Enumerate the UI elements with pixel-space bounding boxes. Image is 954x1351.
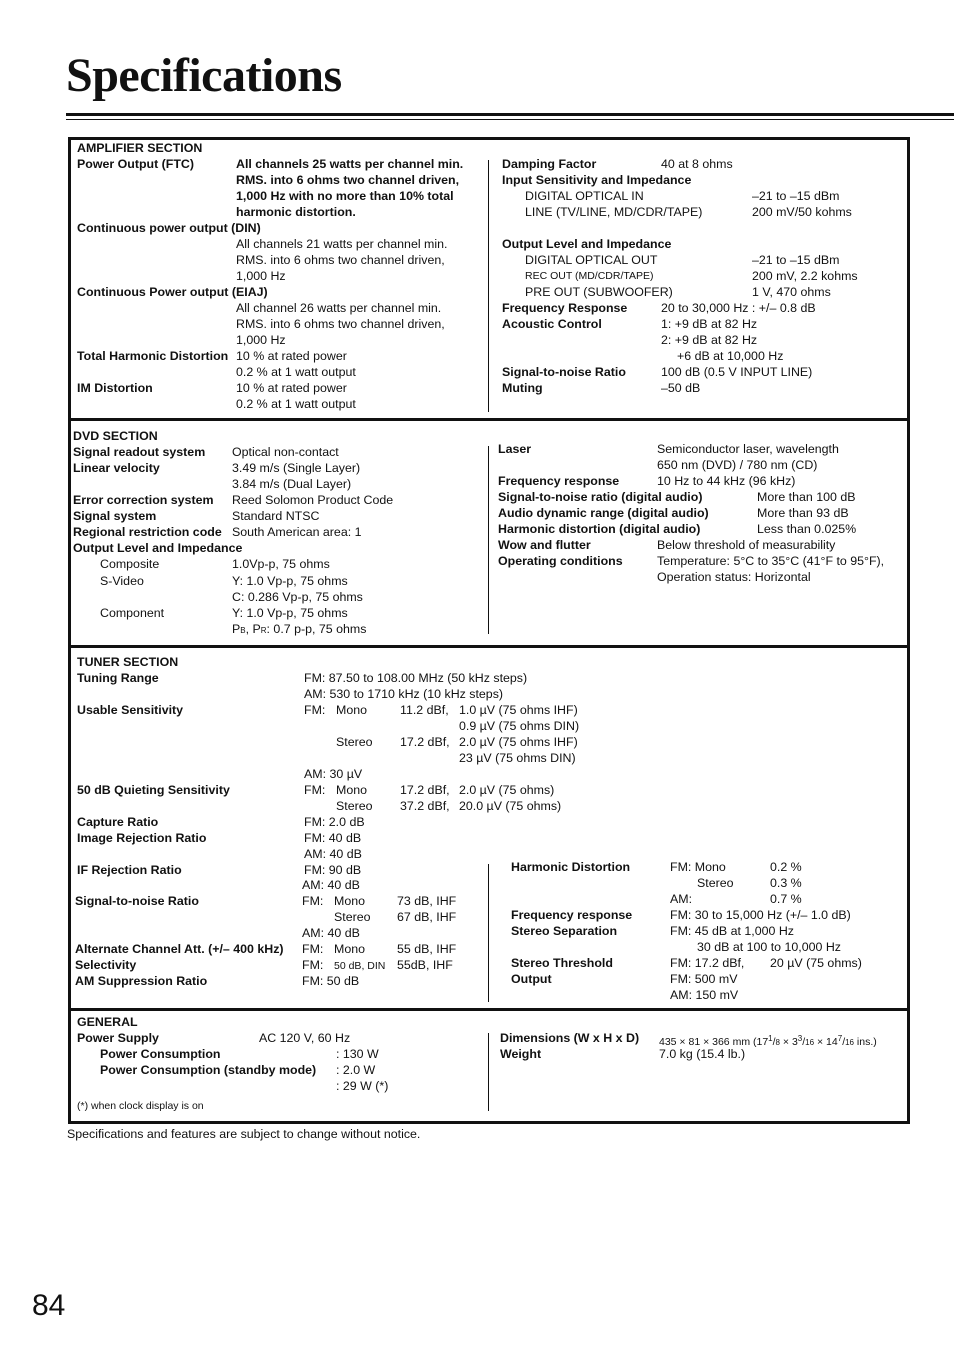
title-rule-thick xyxy=(66,113,954,116)
section-divider-3 xyxy=(68,1008,907,1011)
spec-value: FM: 87.50 to 108.00 MHz (50 kHz steps) xyxy=(304,671,528,685)
section-heading: DVD SECTION xyxy=(73,429,158,443)
spec-value: harmonic distortion. xyxy=(236,205,356,219)
section-divider-2 xyxy=(68,645,907,648)
spec-value: RMS. into 6 ohms two channel driven, xyxy=(236,317,445,331)
spec-label: Capture Ratio xyxy=(77,815,159,829)
spec-label: Regional restriction code xyxy=(73,525,222,539)
mode-label: Mono xyxy=(336,783,367,797)
spec-label: Frequency response xyxy=(498,474,620,488)
spec-value: 17.2 dBf, xyxy=(400,783,450,797)
spec-value: All channel 26 watts per channel min. xyxy=(236,301,442,315)
spec-sublabel: Component xyxy=(100,606,165,620)
spec-value: Y: 1.0 Vp-p, 75 ohms xyxy=(232,574,348,588)
spec-label: Total Harmonic Distortion xyxy=(77,349,229,363)
spec-value: 1.0 µV (75 ohms IHF) xyxy=(459,703,578,717)
spec-value: 0.2 % xyxy=(770,860,802,874)
spec-label: Output xyxy=(511,972,552,986)
footnote-note: (*) when clock display is on xyxy=(77,1100,204,1112)
spec-label: Stereo Threshold xyxy=(511,956,613,970)
spec-value: 3.49 m/s (Single Layer) xyxy=(232,461,361,475)
spec-value: 1.0Vp-p, 75 ohms xyxy=(232,557,330,571)
spec-value: 10 Hz to 44 kHz (96 kHz) xyxy=(657,474,796,488)
spec-label: Wow and flutter xyxy=(498,538,591,552)
spec-value: Less than 0.025% xyxy=(757,522,857,536)
mode-label: Stereo xyxy=(697,876,734,890)
section-heading: GENERAL xyxy=(77,1015,138,1029)
title-rule-thin xyxy=(66,119,954,120)
spec-label: Frequency response xyxy=(511,908,633,922)
mode-label: Stereo xyxy=(336,735,373,749)
band-label: FM: xyxy=(304,783,326,797)
spec-value: 3.84 m/s (Dual Layer) xyxy=(232,477,352,491)
spec-label: Dimensions (W x H x D) xyxy=(500,1031,640,1045)
spec-sublabel: S-Video xyxy=(100,574,144,588)
spec-label: Alternate Channel Att. (+/– 400 kHz) xyxy=(75,942,284,956)
column-divider xyxy=(488,160,489,412)
spec-value: Below threshold of measurability xyxy=(657,538,836,552)
spec-value: AC 120 V, 60 Hz xyxy=(259,1031,351,1045)
spec-value: AM: 40 dB xyxy=(304,847,362,861)
spec-value: AM: 30 µV xyxy=(304,767,363,781)
spec-value: 17.2 dBf, xyxy=(400,735,450,749)
section-divider-1 xyxy=(68,418,907,421)
spec-value: 1,000 Hz xyxy=(236,333,286,347)
spec-value: –50 dB xyxy=(661,381,701,395)
spec-value: Temperature: 5°C to 35°C (41°F to 95°F), xyxy=(657,554,885,568)
spec-label: Linear velocity xyxy=(73,461,160,475)
spec-label: IF Rejection Ratio xyxy=(77,863,182,877)
spec-label: Signal-to-noise Ratio xyxy=(502,365,626,379)
spec-label: Signal-to-noise Ratio xyxy=(75,894,199,908)
mode-label: Mono xyxy=(336,703,367,717)
spec-value: –21 to –15 dBm xyxy=(752,253,840,267)
spec-value: 0.2 % at 1 watt output xyxy=(236,365,356,379)
section-heading: AMPLIFIER SECTION xyxy=(77,141,203,155)
spec-value: Operation status: Horizontal xyxy=(657,570,811,584)
spec-value: 55 dB, IHF xyxy=(397,942,457,956)
column-divider xyxy=(488,446,489,634)
spec-value: FM: 40 dB xyxy=(304,831,362,845)
spec-value: 0.7 % xyxy=(770,892,802,906)
spec-sublabel: Composite xyxy=(100,557,160,571)
spec-label: Power Supply xyxy=(77,1031,159,1045)
spec-value: 435 × 81 × 366 mm ($17^1/8 \times 3^3/16 \times 14^7/16$ ins.) xyxy=(659,1034,877,1048)
spec-label: Harmonic Distortion xyxy=(511,860,631,874)
spec-value: 200 mV, 2.2 kohms xyxy=(752,269,858,283)
spec-value: 1,000 Hz with no more than 10% total xyxy=(236,189,454,203)
spec-value: 650 nm (DVD) / 780 nm (CD) xyxy=(657,458,818,472)
spec-sublabel: REC OUT (MD/CDR/TAPE) xyxy=(525,270,654,282)
spec-value: 20.0 µV (75 ohms) xyxy=(459,799,562,813)
mode-label: Stereo xyxy=(336,799,373,813)
spec-value: RMS. into 6 ohms two channel driven, xyxy=(236,173,460,187)
spec-label: Selectivity xyxy=(75,958,137,972)
column-divider xyxy=(488,1033,489,1111)
mode-label: Stereo xyxy=(334,910,371,924)
spec-label: Damping Factor xyxy=(502,157,597,171)
page-title: Specifications xyxy=(66,49,342,102)
spec-label: Weight xyxy=(500,1047,542,1061)
spec-value: 20 to 30,000 Hz : +/– 0.8 dB xyxy=(661,301,816,315)
spec-value: 73 dB, IHF xyxy=(397,894,457,908)
spec-value: All channels 21 watts per channel min. xyxy=(236,237,448,251)
spec-label: 50 dB Quieting Sensitivity xyxy=(77,783,230,797)
spec-value: FM: 90 dB xyxy=(304,863,362,877)
band-label: FM: xyxy=(302,894,324,908)
spec-sublabel: PRE OUT (SUBWOOFER) xyxy=(525,285,673,299)
spec-value: –21 to –15 dBm xyxy=(752,189,840,203)
spec-label: Tuning Range xyxy=(77,671,159,685)
spec-value: AM: 40 dB xyxy=(302,878,360,892)
spec-value: Semiconductor laser, wavelength xyxy=(657,442,839,456)
spec-value: FM: 45 dB at 1,000 Hz xyxy=(670,924,794,938)
spec-label: Image Rejection Ratio xyxy=(77,831,207,845)
spec-value: 10 % at rated power xyxy=(236,381,347,395)
spec-value: +6 dB at 10,000 Hz xyxy=(677,349,784,363)
spec-sublabel: DIGITAL OPTICAL OUT xyxy=(525,253,658,267)
spec-value: 2.0 µV (75 ohms IHF) xyxy=(459,735,578,749)
spec-value: Optical non-contact xyxy=(232,445,339,459)
spec-label: Output Level and Impedance xyxy=(73,541,243,555)
spec-value: Reed Solomon Product Code xyxy=(232,493,394,507)
spec-label: Power Consumption (standby mode) xyxy=(100,1063,317,1077)
spec-value: 37.2 dBf, xyxy=(400,799,450,813)
spec-value: South American area: 1 xyxy=(232,525,362,539)
mode-label: Mono xyxy=(334,894,365,908)
spec-label: Error correction system xyxy=(73,493,214,507)
band-label: FM: xyxy=(302,942,324,956)
spec-label: Acoustic Control xyxy=(502,317,602,331)
spec-label: IM Distortion xyxy=(77,381,153,395)
band-label: FM: xyxy=(302,958,324,972)
spec-value: More than 93 dB xyxy=(757,506,849,520)
spec-value: FM: 2.0 dB xyxy=(304,815,365,829)
spec-label: Signal system xyxy=(73,509,157,523)
spec-value: : 130 W xyxy=(336,1047,379,1061)
spec-value: 20 µV (75 ohms) xyxy=(770,956,862,970)
spec-value: : 29 W (*) xyxy=(336,1079,389,1093)
spec-value: 200 mV/50 kohms xyxy=(752,205,852,219)
spec-value: All channels 25 watts per channel min. xyxy=(236,157,464,171)
spec-label: Continuous power output (DIN) xyxy=(77,221,261,235)
spec-label: Signal-to-noise ratio (digital audio) xyxy=(498,490,703,504)
spec-label: Usable Sensitivity xyxy=(77,703,184,717)
spec-value: RMS. into 6 ohms two channel driven, xyxy=(236,253,445,267)
spec-label: Laser xyxy=(498,442,532,456)
spec-sublabel: LINE (TV/LINE, MD/CDR/TAPE) xyxy=(525,205,703,219)
spec-value: 30 dB at 100 to 10,000 Hz xyxy=(697,940,841,954)
spec-sublabel: DIGITAL OPTICAL IN xyxy=(525,189,644,203)
spec-value: AM: 150 mV xyxy=(670,988,739,1002)
spec-value: Y: 1.0 Vp-p, 75 ohms xyxy=(232,606,348,620)
mode-label: Mono xyxy=(334,942,365,956)
spec-value: FM: Mono xyxy=(670,860,726,874)
spec-value: 7.0 kg (15.4 lb.) xyxy=(659,1047,746,1061)
spec-label: Power Output (FTC) xyxy=(77,157,195,171)
spec-value: 1 V, 470 ohms xyxy=(752,285,831,299)
spec-value: C: 0.286 Vp-p, 75 ohms xyxy=(232,590,363,604)
spec-value: 10 % at rated power xyxy=(236,349,347,363)
disclaimer: Specifications and features are subject to change without notice. xyxy=(67,1127,421,1141)
spec-label: Continuous Power output (EIAJ) xyxy=(77,285,268,299)
spec-label: Power Consumption xyxy=(100,1047,221,1061)
spec-value: 23 µV (75 ohms DIN) xyxy=(459,751,576,765)
column-divider xyxy=(488,864,489,1002)
spec-label: Harmonic distortion (digital audio) xyxy=(498,522,701,536)
spec-value: FM: 17.2 dBf, xyxy=(670,956,745,970)
spec-value: Standard NTSC xyxy=(232,509,320,523)
spec-value: 100 dB (0.5 V INPUT LINE) xyxy=(661,365,813,379)
spec-label: Signal readout system xyxy=(73,445,206,459)
spec-value: 0.3 % xyxy=(770,876,802,890)
spec-value: FM: 500 mV xyxy=(670,972,738,986)
spec-value: 40 at 8 ohms xyxy=(661,157,733,171)
spec-value: 0.2 % at 1 watt output xyxy=(236,397,356,411)
band-label: AM: xyxy=(670,892,693,906)
spec-value: PB, PR: 0.7 p-p, 75 ohms xyxy=(232,622,367,636)
spec-value: 2: +9 dB at 82 Hz xyxy=(661,333,758,347)
spec-value: : 2.0 W xyxy=(336,1063,376,1077)
spec-value: 1,000 Hz xyxy=(236,269,286,283)
spec-value: AM: 530 to 1710 kHz (10 kHz steps) xyxy=(304,687,504,701)
page-number: 84 xyxy=(32,1289,66,1322)
spec-label: AM Suppression Ratio xyxy=(75,974,208,988)
spec-label: Audio dynamic range (digital audio) xyxy=(498,506,709,520)
spec-value: 0.9 µV (75 ohms DIN) xyxy=(459,719,580,733)
spec-value: FM: 30 to 15,000 Hz (+/– 1.0 dB) xyxy=(670,908,851,922)
spec-label: Muting xyxy=(502,381,543,395)
spec-value: FM: 50 dB xyxy=(302,974,360,988)
spec-value: More than 100 dB xyxy=(757,490,856,504)
section-heading: TUNER SECTION xyxy=(77,655,179,669)
spec-value: 50 dB, DIN xyxy=(334,960,386,972)
spec-value: AM: 40 dB xyxy=(302,926,360,940)
spec-value: 11.2 dBf, xyxy=(400,703,449,717)
spec-label: Stereo Separation xyxy=(511,924,618,938)
spec-label: Input Sensitivity and Impedance xyxy=(502,173,692,187)
spec-value: 1: +9 dB at 82 Hz xyxy=(661,317,758,331)
spec-label: Output Level and Impedance xyxy=(502,237,672,251)
spec-label: Operating conditions xyxy=(498,554,623,568)
spec-value: 2.0 µV (75 ohms) xyxy=(459,783,555,797)
spec-value: 55dB, IHF xyxy=(397,958,453,972)
spec-label: Frequency Response xyxy=(502,301,628,315)
spec-value: 67 dB, IHF xyxy=(397,910,457,924)
band-label: FM: xyxy=(304,703,326,717)
